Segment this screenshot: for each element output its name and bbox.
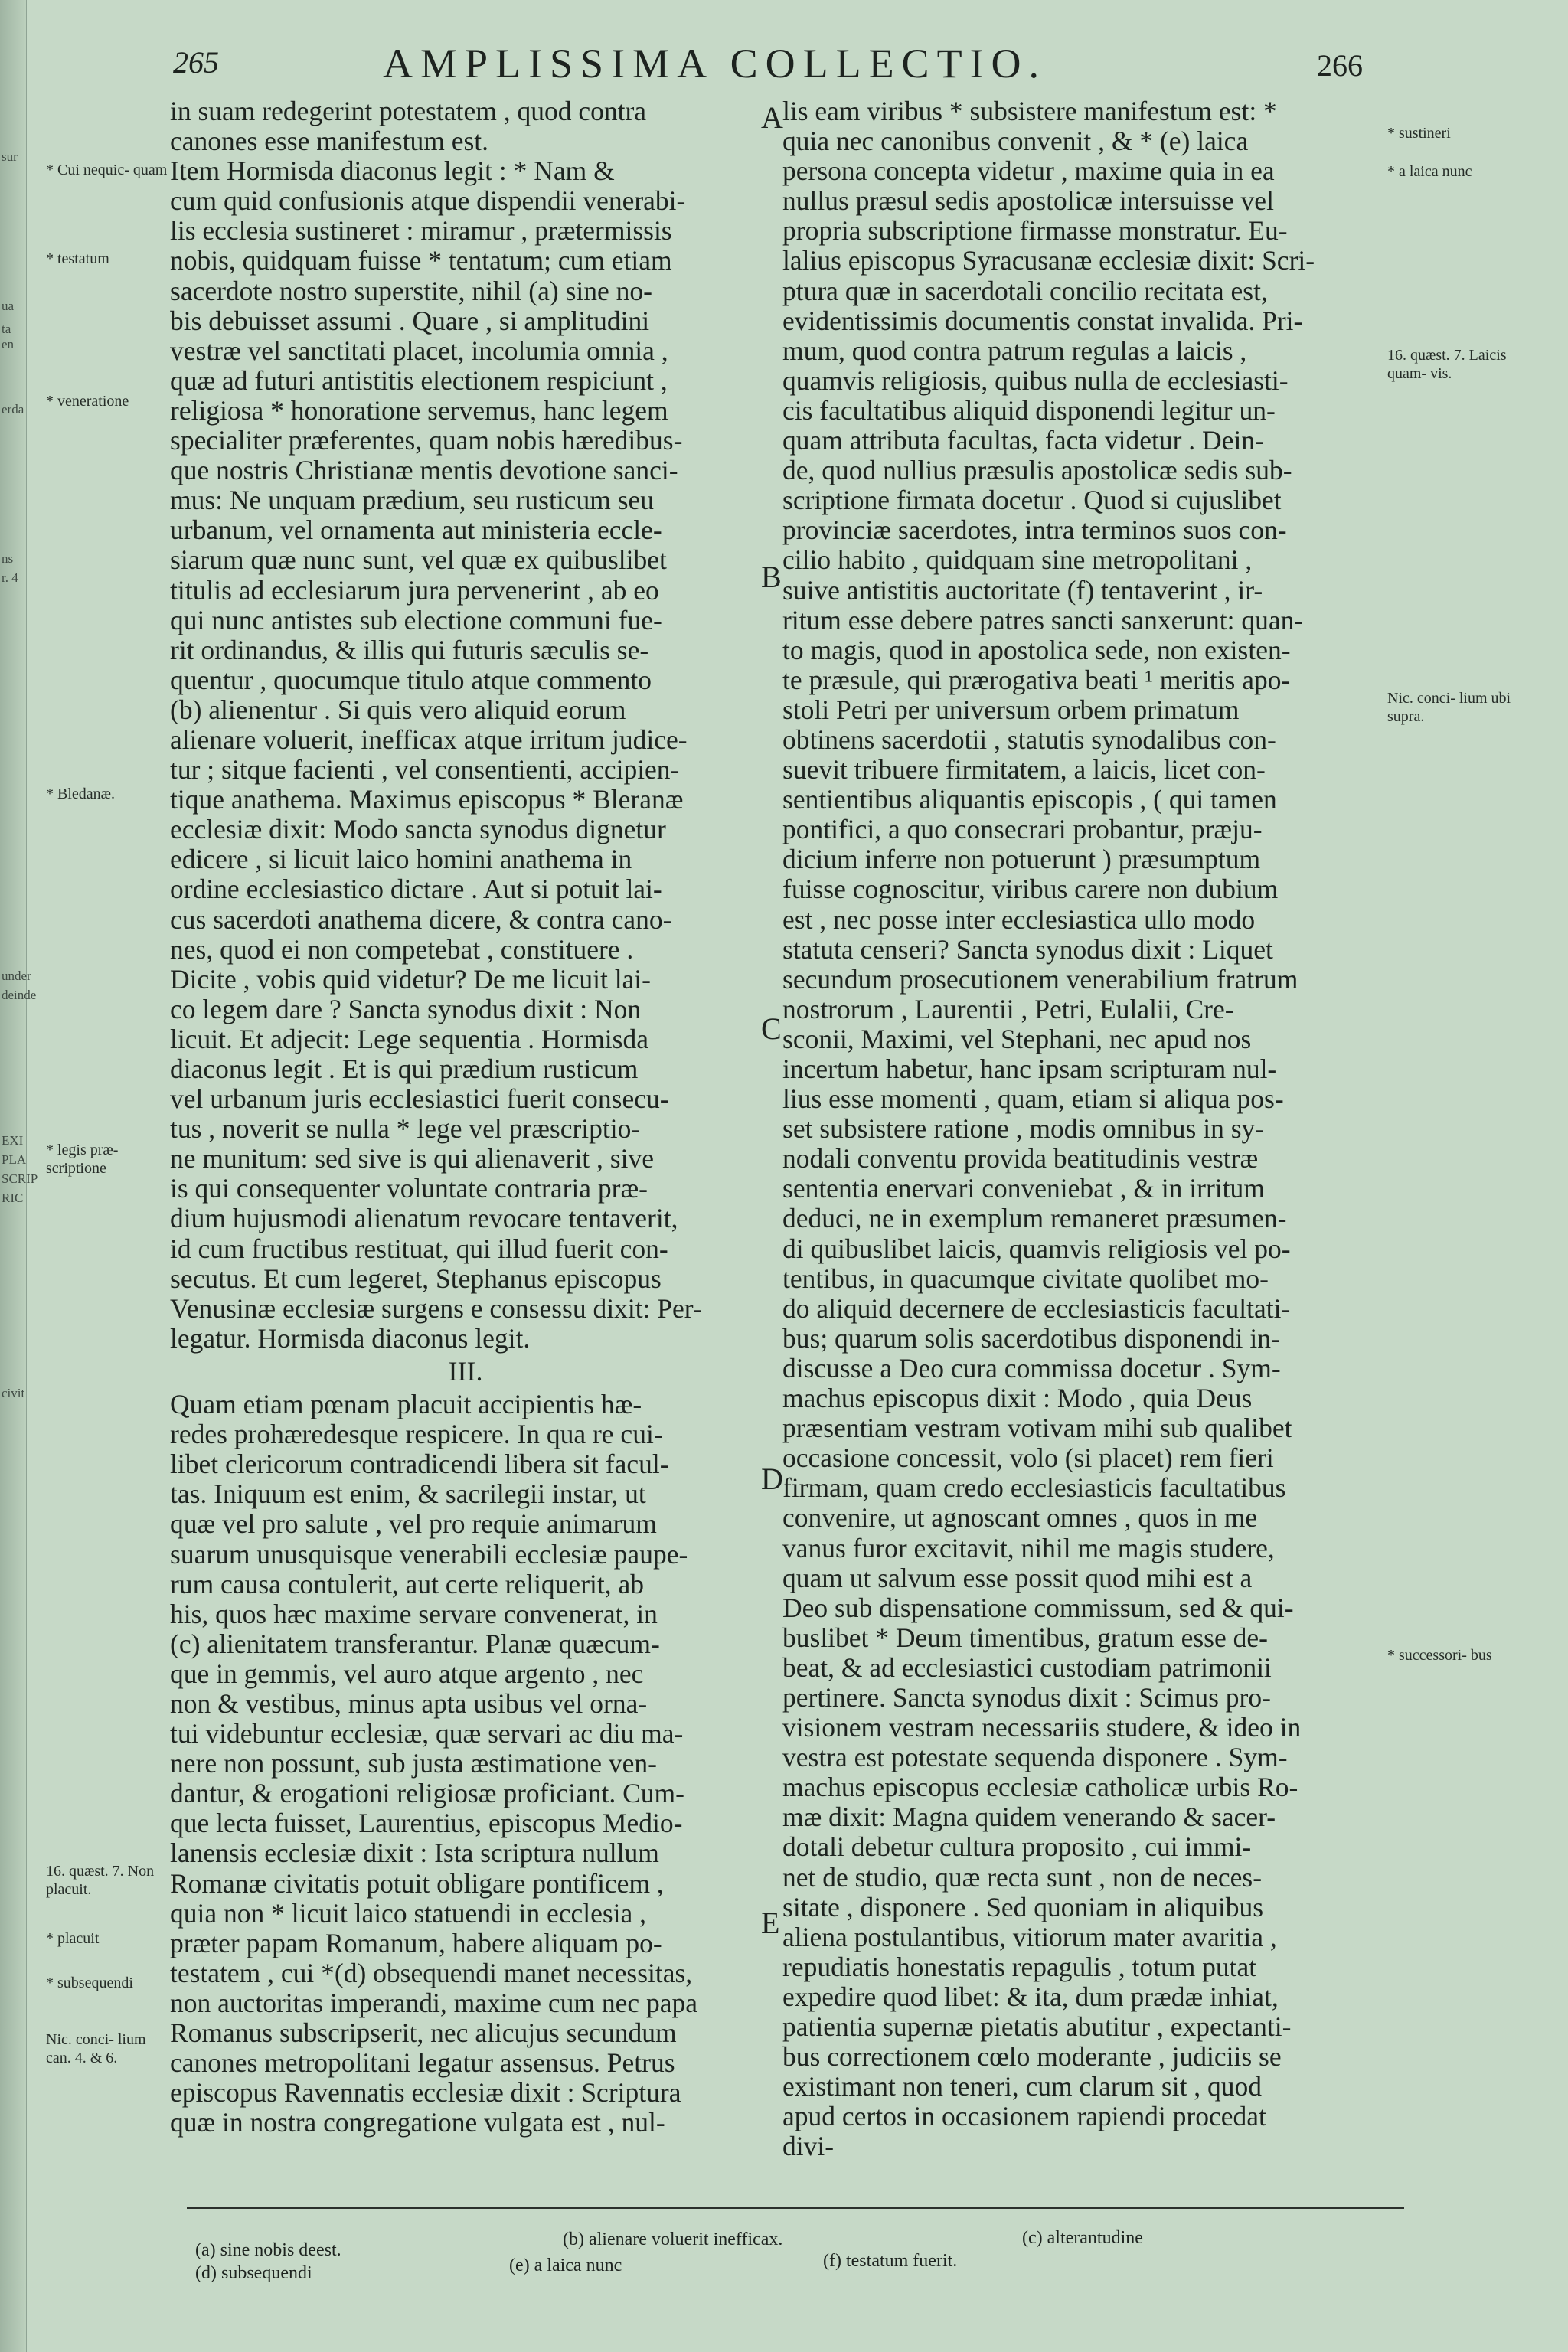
- text-line: tui videbuntur ecclesiæ, quæ servari ac diu ma-: [170, 1718, 684, 1749]
- text-line: dium hujusmodi alienatum revocare tentaverit,: [170, 1203, 678, 1234]
- text-line: machus episcopus dixit : Modo , quia Deus: [782, 1383, 1253, 1414]
- text-line: stoli Petri per universum orbem primatum: [782, 694, 1240, 725]
- margin-note: 16. quæst. 7. Non placuit.: [46, 1863, 155, 1898]
- section-letter: A: [761, 100, 783, 135]
- text-line: ecclesiæ dixit: Modo sancta synodus dignetur: [170, 814, 666, 845]
- text-line: nullus præsul sedis apostolicæ intersuisse vel: [782, 185, 1274, 217]
- text-line: specialiter præferentes, quam nobis hæredibus-: [170, 425, 683, 456]
- text-line: scriptione firmata docetur . Quod si cujuslibet: [782, 485, 1282, 516]
- footnote: [195, 2240, 341, 2261]
- text-line: religiosa * honoratione servemus, hanc legem: [170, 394, 668, 426]
- footnote-mark: (f): [823, 2251, 846, 2271]
- text-line: statuta censeri? Sancta synodus dixit : Liquet: [782, 933, 1273, 965]
- text-line: occasione concessit, volo (si placet) rem fieri: [782, 1442, 1274, 1474]
- text-line: persona concepta videtur , maxime quia in ea: [782, 155, 1275, 187]
- footnote-rule: [187, 2207, 1404, 2209]
- text-line: sentientibus aliquantis episcopis , ( qui tamen: [782, 784, 1277, 815]
- text-line: lanensis ecclesiæ dixit : Ista scriptura nullum: [170, 1838, 659, 1869]
- text-line: provinciæ sacerdotes, intra terminos suos con-: [782, 514, 1287, 546]
- section-letter: C: [761, 1011, 782, 1046]
- text-line: qui nunc antistes sub electione communi fue-: [170, 604, 662, 635]
- footnote-mark: (a): [195, 2240, 220, 2260]
- margin-note: * successori- bus: [1387, 1647, 1492, 1664]
- text-line: buslibet * Deum timentibus, gratum esse de-: [782, 1622, 1268, 1653]
- text-line: quia non * licuit laico statuendi in ecclesia ,: [170, 1897, 647, 1929]
- text-line: lis eam viribus * subsistere manifestum est: *: [782, 96, 1277, 126]
- margin-note: * placuit: [46, 1930, 100, 1947]
- text-line: ptura quæ in sacerdotali concilio recitata est,: [782, 275, 1268, 306]
- section-heading: III.: [448, 1355, 483, 1387]
- text-line: te præsule, qui prærogativa beati ¹ meritis apo-: [782, 664, 1291, 695]
- footnote: [563, 2230, 782, 2250]
- text-line: Dicite , vobis quid videtur? De me licuit lai-: [170, 963, 651, 995]
- text-line: net de studio, quæ recta sunt , non de neces-: [782, 1861, 1263, 1893]
- text-line: propria subscriptione firmasse monstratur. Eu-: [782, 215, 1288, 247]
- gutter-fragment: ta: [2, 322, 11, 336]
- text-line: secundum prosecutionem venerabilium fratrum: [782, 963, 1298, 995]
- text-line: bis debuisset assumi . Quare , si amplitudini: [170, 305, 650, 336]
- text-line: quamvis religiosis, quibus nulla de ecclesiasti-: [782, 364, 1289, 396]
- text-line: in suam redegerint potestatem , quod contra: [170, 96, 647, 126]
- margin-note: Nic. conci- lium ubi supra.: [1387, 690, 1511, 725]
- text-line: mus: Ne unquam prædium, seu rusticum seu: [170, 485, 655, 516]
- text-line: tique anathema. Maximus episcopus * Bleranæ: [170, 784, 684, 815]
- left-column-part-a: [170, 96, 761, 1354]
- margin-note: 16. quæst. 7. Laicis quam- vis.: [1387, 347, 1507, 382]
- text-line: obtinens sacerdotii , statutis synodalibus con-: [782, 724, 1276, 755]
- text-line: dicium inferre non potuerunt ) præsumptum: [782, 844, 1261, 875]
- text-line: mæ dixit: Magna quidem venerando & sacer-: [782, 1802, 1276, 1833]
- text-line: mum, quod contra patrum regulas a laicis ,: [782, 335, 1247, 366]
- footnote-mark: (e): [509, 2256, 534, 2275]
- text-line: Venusinæ ecclesiæ surgens e consessu dixit: Per-: [170, 1292, 702, 1324]
- text-line: alienare voluerit, inefficax atque irritum judice-: [170, 724, 688, 755]
- text-line: set subsistere ratione , modis omnibus in sy-: [782, 1113, 1265, 1145]
- gutter-fragment: ua: [2, 299, 15, 313]
- footnotes: [195, 2228, 1390, 2297]
- text-line: bus correctionem cœlo moderante , judiciis se: [782, 2041, 1282, 2073]
- text-line: co legem dare ? Sancta synodus dixit : Non: [170, 993, 642, 1024]
- text-line: est , nec posse inter ecclesiastica ullo modo: [782, 903, 1256, 935]
- text-line: quam ut salvum esse possit quod mihi est a: [782, 1562, 1253, 1593]
- text-line: do aliquid decernere de ecclesiasticis facultati-: [782, 1292, 1291, 1324]
- text-line: repudiatis honestatis repagulis , totum putat: [782, 1951, 1257, 1982]
- left-column-part-b: [170, 1390, 761, 2138]
- text-line: bus; quarum solis sacerdotibus disponendi in-: [782, 1322, 1280, 1354]
- text-line: rit ordinandus, & illis qui futuris sæculis se-: [170, 634, 649, 665]
- footnote: [823, 2251, 957, 2272]
- text-line: sitate , disponere . Sed quoniam in aliquibus: [782, 1891, 1264, 1922]
- text-line: sententia enervari conveniebat , & in irritum: [782, 1173, 1265, 1204]
- text-line: lalius episcopus Syracusanæ ecclesiæ dixit: Scri-: [782, 245, 1315, 276]
- text-line: existimant non teneri, cum clarum sit , quod: [782, 2071, 1263, 2102]
- gutter-fragment: SCRIP: [2, 1171, 38, 1186]
- page-header: [168, 40, 1363, 86]
- text-line: quæ in nostra congregatione vulgata est , nul-: [170, 2107, 665, 2138]
- text-line: ordine ecclesiastico dictare . Aut si potuit lai-: [170, 874, 662, 905]
- text-line: divi-: [782, 2131, 835, 2162]
- gutter-fragment: RIC: [2, 1191, 24, 1205]
- text-line: cum quid confusionis atque dispendii venerabi-: [170, 185, 686, 217]
- text-line: visionem vestram necessariis studere, & ideo in: [782, 1712, 1302, 1743]
- text-line: nodali conventu provida beatitudinis vestræ: [782, 1143, 1259, 1174]
- running-title: AMPLISSIMA COLLECTIO.: [383, 41, 1047, 87]
- text-line: (c) alienitatem transferantur. Planæ quæcum-: [170, 1628, 660, 1659]
- section-letter: B: [761, 560, 782, 594]
- text-line: titulis ad ecclesiarum jura pervenerint , ab eo: [170, 574, 659, 606]
- text-line: fuisse cognoscitur, viribus carere non dubium: [782, 874, 1279, 905]
- text-line: Deo sub dispensatione commissum, sed & qui-: [782, 1592, 1294, 1623]
- text-line: præsentiam vestram votivam mihi sub qualibet: [782, 1413, 1292, 1444]
- text-line: id cum fructibus restituat, qui illud fuerit con-: [170, 1233, 668, 1264]
- text-line: Item Hormisda diaconus legit : * Nam &: [170, 155, 615, 187]
- text-line: Romanæ civitatis potuit obligare pontificem ,: [170, 1867, 664, 1899]
- text-line: pertinere. Sancta synodus dixit : Scimus pro-: [782, 1681, 1271, 1713]
- footnote: [195, 2263, 312, 2284]
- margin-note: * subsequendi: [46, 1975, 133, 1991]
- text-line: nobis, quidquam fuisse * tentatum; cum etiam: [170, 245, 672, 276]
- text-line: tus , noverit se nulla * lege vel præscriptio-: [170, 1113, 641, 1145]
- right-page-number: 266: [1317, 48, 1363, 83]
- left-text-column: [170, 96, 761, 2210]
- text-line: episcopus Ravennatis ecclesiæ dixit : Scriptura: [170, 2077, 681, 2109]
- text-line: quam attributa facultas, facta videtur . Dein-: [782, 425, 1264, 456]
- text-line: vel urbanum juris ecclesiastici fuerit consecu-: [170, 1083, 669, 1115]
- footnote-mark: (d): [195, 2263, 221, 2283]
- text-line: vestræ vel sanctitati placet, incolumia omnia ,: [170, 335, 668, 366]
- text-line: quæ ad futuri antistitis electionem respiciunt ,: [170, 364, 668, 396]
- text-line: canones metropolitani legatur assensus. Petrus: [170, 2047, 675, 2079]
- text-line: non auctoritas imperandi, maxime cum nec papa: [170, 1987, 698, 2018]
- gutter-fragment: sur: [2, 149, 18, 164]
- text-line: vanus furor excitavit, nihil me magis studere,: [782, 1532, 1275, 1563]
- right-text-column: [782, 96, 1374, 2210]
- page-gutter: [0, 0, 38, 2352]
- gutter-fragment: erda: [2, 402, 24, 416]
- text-line: patientia supernæ pietatis abutitur , expectanti-: [782, 2011, 1292, 2042]
- text-line: nes, quod ei non competebat , constituere .: [170, 933, 634, 965]
- text-line: que nostris Christianæ mentis devotione sanci-: [170, 455, 678, 486]
- text-line: cis facultatibus aliquid disponendi legitur un-: [782, 394, 1276, 426]
- margin-note: * legis præ- scriptione: [46, 1142, 119, 1177]
- text-line: dotali debetur cultura proposito , cui immi-: [782, 1831, 1252, 1863]
- text-line: aliena postulantibus, vitiorum mater avaritia ,: [782, 1921, 1277, 1952]
- text-line: pontifici, a quo consecrari probantur, præju-: [782, 814, 1263, 845]
- text-line: licuit. Et adjecit: Lege sequentia . Hormisda: [170, 1023, 648, 1054]
- footnote: [509, 2256, 622, 2276]
- text-line: urbanum, vel ornamenta aut ministeria eccle-: [170, 514, 662, 546]
- left-page-number: 265: [173, 45, 219, 80]
- text-line: secutus. Et cum legeret, Stephanus episcopus: [170, 1263, 662, 1294]
- text-line: his, quos hæc maxime servare convenerat, in: [170, 1598, 658, 1629]
- text-line: deduci, ne in exemplum remaneret præsumen-: [782, 1203, 1287, 1234]
- gutter-fragment: EXI: [2, 1133, 24, 1148]
- gutter-fragment: deinde: [2, 988, 37, 1002]
- text-line: legatur. Hormisda diaconus legit.: [170, 1322, 531, 1354]
- text-line: redes prohæredesque respicere. In qua re cui-: [170, 1419, 663, 1450]
- margin-note: * sustineri: [1387, 125, 1451, 142]
- text-line: libet clericorum contradicendi libera sit facul-: [170, 1449, 669, 1480]
- text-line: lis ecclesia sustineret : miramur , prætermissis: [170, 215, 672, 247]
- gutter-fragment: r. 4: [2, 570, 18, 585]
- text-line: non & vestibus, minus apta usibus vel orna-: [170, 1687, 648, 1719]
- text-line: firmam, quam credo ecclesiasticis facultatibus: [782, 1472, 1286, 1504]
- text-line: Quam etiam pœnam placuit accipientis hæ-: [170, 1389, 642, 1420]
- text-line: incertum habetur, hanc ipsam scripturam nul-: [782, 1054, 1277, 1084]
- text-line: suevit tribuere firmitatem, a laicis, licet con-: [782, 754, 1266, 786]
- margin-note: * a laica nunc: [1387, 163, 1472, 180]
- text-line: machus episcopus ecclesiæ catholicæ urbis Ro-: [782, 1772, 1298, 1803]
- text-line: quæ vel pro salute , vel pro requie animarum: [170, 1508, 657, 1540]
- section-letter: E: [761, 1906, 780, 1940]
- text-line: nere non possunt, sub justa æstimatione ven-: [170, 1748, 657, 1779]
- gutter-fragment: en: [2, 337, 15, 351]
- section-letter: D: [761, 1462, 783, 1496]
- text-line: sconii, Maximi, vel Stephani, nec apud nos: [782, 1023, 1252, 1054]
- footnote-mark: (b): [563, 2230, 589, 2249]
- footnote: [1022, 2228, 1143, 2249]
- text-line: expedire quod libet: & ita, dum prædæ inhiat,: [782, 1981, 1279, 2012]
- text-line: tur ; sitque facienti , vel consentienti, accipien-: [170, 754, 680, 786]
- footnote-mark: (c): [1022, 2228, 1047, 2248]
- text-line: apud certos in occasionem rapiendi procedat: [782, 2101, 1266, 2132]
- text-line: ritum esse debere patres sancti sanxerunt: quan-: [782, 604, 1304, 635]
- text-line: quentur , quocumque titulo atque commento: [170, 664, 652, 695]
- text-line: cus sacerdoti anathema dicere, & contra cano-: [170, 903, 672, 935]
- text-line: di quibuslibet laicis, quamvis religiosis vel po-: [782, 1233, 1291, 1264]
- text-line: que in gemmis, vel auro atque argento , nec: [170, 1658, 644, 1689]
- gutter-fragment: civit: [2, 1386, 25, 1400]
- text-line: ne munitum: sed sive is qui alienaverit , sive: [170, 1143, 654, 1174]
- text-line: diaconus legit . Et is qui prædium rusticum: [170, 1054, 639, 1084]
- footnote-text: testatum fuerit.: [845, 2251, 958, 2271]
- text-line: canones esse manifestum est.: [170, 126, 489, 157]
- text-line: vestra est potestate sequenda disponere . Sym-: [782, 1742, 1288, 1773]
- text-line: lius esse momenti , quam, etiam si aliqua pos-: [782, 1083, 1284, 1115]
- footnote-text: subsequendi: [220, 2263, 312, 2283]
- gutter-fragment: PLA: [2, 1152, 27, 1167]
- text-line: tentibus, in quacumque civitate quolibet mo-: [782, 1263, 1269, 1294]
- text-line: is qui consequenter voluntate contraria præ-: [170, 1173, 648, 1204]
- text-line: convenire, ut agnoscant omnes , quos in me: [782, 1502, 1258, 1534]
- text-line: (b) alienentur . Si quis vero aliquid eorum: [170, 694, 626, 725]
- text-line: præter papam Romanum, habere aliquam po-: [170, 1927, 662, 1958]
- text-line: rum causa contulerit, aut certe reliquerit, ab: [170, 1568, 644, 1599]
- margin-note: * veneratione: [46, 393, 129, 410]
- text-line: edicere , si licuit laico homini anathema in: [170, 844, 632, 875]
- gutter-fragment: ns: [2, 551, 14, 566]
- text-line: suarum unusquisque venerabili ecclesiæ paupe-: [170, 1538, 688, 1570]
- margin-note: * Bledanæ.: [46, 786, 115, 802]
- footnote-text: sine nobis deest.: [220, 2240, 341, 2260]
- text-line: testatem , cui *(d) obsequendi manet necessitas,: [170, 1957, 693, 1988]
- text-line: sacerdote nostro superstite, nihil (a) sine no-: [170, 275, 652, 306]
- text-line: Romanus subscripserit, nec alicujus secundum: [170, 2017, 677, 2048]
- text-line: que lecta fuisset, Laurentius, episcopus Medio-: [170, 1808, 683, 1839]
- text-line: discusse a Deo cura commissa docetur . Sym-: [782, 1352, 1281, 1383]
- text-line: beat, & ad ecclesiastici custodiam patrimonii: [782, 1651, 1272, 1683]
- text-line: suive antistitis auctoritate (f) tentaverint , ir-: [782, 574, 1263, 606]
- footnote-text: alterantudine: [1047, 2228, 1143, 2248]
- text-line: cilio habito , quidquam sine metropolitani ,: [782, 544, 1253, 576]
- margin-note: * Cui nequic- quam: [46, 162, 168, 178]
- footnote-text: a laica nunc: [534, 2256, 622, 2275]
- text-line: siarum quæ nunc sunt, vel quæ ex quibuslibet: [170, 544, 667, 576]
- gutter-fragment: under: [2, 969, 31, 983]
- text-line: dantur, & erogationi religiosæ proficiant. Cum-: [170, 1778, 684, 1809]
- text-line: nostrorum , Laurentii , Petri, Eulalii, Cre-: [782, 993, 1234, 1024]
- text-line: to magis, quod in apostolica sede, non existen-: [782, 634, 1291, 665]
- margin-note: * testatum: [46, 250, 109, 267]
- text-line: quia nec canonibus convenit , & * (e) laica: [782, 126, 1249, 157]
- footnote-text: alienare voluerit inefficax.: [588, 2230, 783, 2249]
- margin-note: Nic. conci- lium can. 4. & 6.: [46, 2031, 146, 2066]
- text-line: de, quod nullius præsulis apostolicæ sedis sub-: [782, 455, 1292, 486]
- text-line: evidentissimis documentis constat invalida. Pri-: [782, 305, 1303, 336]
- text-line: tas. Iniquum est enim, & sacrilegii instar, ut: [170, 1478, 646, 1510]
